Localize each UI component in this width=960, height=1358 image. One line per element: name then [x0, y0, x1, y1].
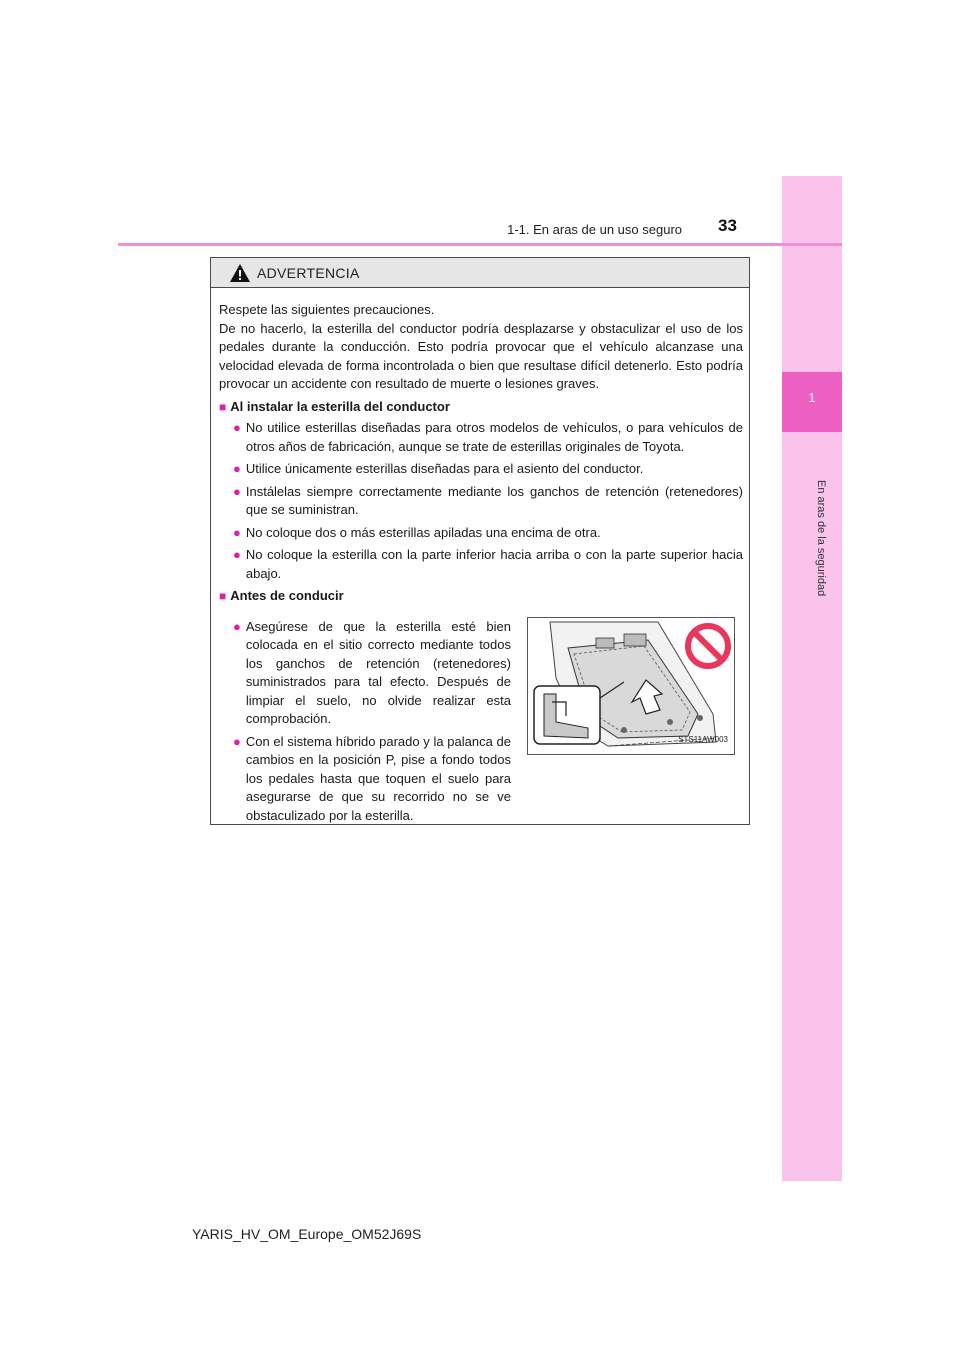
square-bullet-icon: ■: [219, 399, 227, 414]
circle-bullet-icon: ●: [233, 618, 241, 634]
circle-bullet-icon: ●: [233, 733, 241, 749]
warning-body: [211, 288, 749, 825]
warning-intro: Respete las siguientes precauciones. De no hacerlo, la esterilla del conductor podría desplazarse y obstaculizar el uso de los pedales durante la conducción. Esto podría provocar que el vehículo alcanzase una velocidad elevada de forma incontrolada o bien que resultase difícil detenerlo. Esto podría provocar un accidente con resultado de muerte o lesiones graves.: [219, 302, 743, 391]
section-heading-installation: [219, 398, 743, 417]
chapter-label: En aras de la seguridad: [815, 479, 827, 597]
circle-bullet-icon: ●: [233, 461, 241, 476]
circle-bullet-icon: ●: [233, 483, 241, 499]
page-number: 33: [718, 216, 737, 235]
list-item: [233, 618, 511, 729]
list-item: [233, 524, 743, 543]
list-item-text: No coloque la esterilla con la parte inferior hacia arriba o con la parte superior hacia abajo.: [245, 547, 743, 581]
list-item-text: No coloque dos o más esterillas apiladas una encima de otra.: [245, 524, 601, 540]
list-item-text: Instálelas siempre correctamente mediante los ganchos de retención (retenedores) que se suministran.: [245, 483, 743, 517]
section-heading-text: Al instalar la esterilla del conductor: [230, 398, 450, 414]
list-item: [233, 419, 743, 456]
circle-bullet-icon: ●: [233, 547, 241, 562]
before-driving-list: [219, 615, 511, 826]
list-item-text: Utilice únicamente esterillas diseñadas para el asiento del conductor.: [245, 461, 644, 476]
square-bullet-icon: ■: [219, 589, 227, 603]
warning-title: ADVERTENCIA: [257, 264, 360, 281]
chapter-side-tab: [782, 176, 842, 1181]
section-heading-text: Antes de conducir: [230, 588, 344, 603]
floor-mat-illustration: [527, 617, 735, 755]
prohibited-sign-icon: [688, 626, 728, 666]
header-rule: [118, 243, 842, 246]
circle-bullet-icon: ●: [233, 420, 241, 435]
warning-box: [210, 257, 750, 825]
document-id: YARIS_HV_OM_Europe_OM52J69S: [192, 1226, 422, 1242]
circle-bullet-icon: ●: [233, 524, 241, 540]
list-item-text: No utilice esterillas diseñadas para otros modelos de vehículos, o para vehículos de otros años de fabricación, aunque se trate de esterillas originales de Toyota.: [245, 420, 743, 454]
figure-code: STS11AW003: [678, 735, 728, 744]
warning-header: [211, 258, 749, 288]
chapter-number: 1: [808, 390, 816, 405]
section-heading-before-driving: [219, 587, 743, 606]
list-item: [233, 546, 743, 583]
list-item-text: Asegúrese de que la esterilla esté bien colocada en el sitio correcto mediante todos los ganchos de retención (retenedores) suministrados para tal efecto. Después de limpiar el suelo, no olvide realizar esta comprobación.: [245, 618, 511, 726]
list-item-text: Con el sistema híbrido parado y la palanca de cambios en la posición P, pise a fondo todos los pedales hasta que toquen el suelo para asegurarse de que su recorrido no se ve obstaculizado por la esterilla.: [245, 733, 511, 823]
section-title: 1-1. En aras de un uso seguro: [507, 222, 682, 237]
before-driving-row: [219, 609, 743, 826]
list-item: [233, 483, 743, 520]
list-item: [233, 460, 743, 479]
list-item: [233, 733, 511, 826]
warning-triangle-icon: [229, 263, 251, 283]
